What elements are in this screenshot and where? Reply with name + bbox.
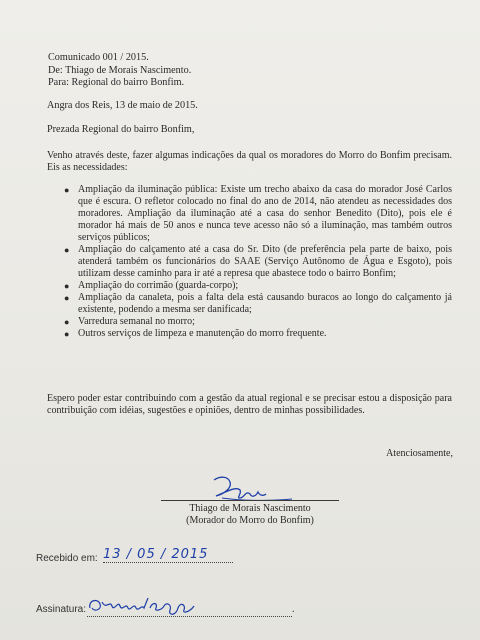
list-item: ● Ampliação do corrimão (guarda-corpo); bbox=[64, 280, 239, 291]
letter-header bbox=[48, 52, 191, 90]
receiver-signature bbox=[86, 592, 201, 618]
signer-name: Thiago de Morais Nascimento bbox=[189, 503, 311, 514]
letter-date: Angra dos Reis, 13 de maio de 2015. bbox=[47, 100, 198, 111]
list-item: ● Ampliação do calçamento até a casa do Sr. Dito (de preferência pela parte de baixo, pois atenderá também os funcionários do SAAE (Serviço Autônomo de Água e Esgoto), pois utilizam desse caminho para ir até a represa que abastece todo o bairro Bonfim; bbox=[64, 244, 452, 279]
list-item: ● Ampliação da canaleta, pois a falta dela está causando buracos ao longo do calçamento já existente, podendo a mesma ser danificada; bbox=[64, 292, 452, 315]
signer-role: (Morador do Morro do Bonfim) bbox=[186, 515, 314, 526]
list-item: ● Outros serviços de limpeza e manutenção do morro frequente. bbox=[64, 328, 327, 339]
signature-field bbox=[36, 604, 86, 615]
list-item: ● Varredura semanal no morro; bbox=[64, 316, 195, 327]
header-to: Para: Regional do bairro Bonfim. bbox=[48, 77, 185, 88]
header-from: De: Thiago de Morais Nascimento. bbox=[48, 64, 192, 76]
received-date: 13 / 05 / 2015 bbox=[103, 547, 233, 563]
bullet-icon: ● bbox=[64, 317, 70, 327]
bullet-icon: ● bbox=[64, 185, 70, 195]
needs-list bbox=[66, 184, 452, 340]
header-reference: Comunicado 001 / 2015. bbox=[48, 52, 149, 63]
bullet-icon: ● bbox=[64, 245, 70, 255]
signature-period: . bbox=[292, 604, 295, 615]
received-label: Recebido em: bbox=[36, 553, 98, 564]
bullet-icon: ● bbox=[64, 281, 70, 291]
signature-label: Assinatura: bbox=[36, 604, 87, 615]
intro-paragraph: Venho através deste, fazer algumas indicações da qual os moradores do Morro do Bonfim precisam. Eis as necessidades: bbox=[47, 150, 452, 173]
signer-block bbox=[160, 503, 340, 527]
bullet-icon: ● bbox=[64, 293, 70, 303]
received-field bbox=[36, 547, 209, 564]
greeting: Prezada Regional do bairro Bonfim, bbox=[47, 124, 195, 135]
list-item: ● Ampliação da iluminação pública: Existe um trecho abaixo da casa do morador José Carlos que é escura. O refletor colocado no final do ano de 2014, não atendeu as necessidades dos moradores. Ampliação da iluminação até a casa do senhor Benedito (Dito), pois ele é morador há mais de 50 anos e nunca teve acesso não só a iluminação, mas também outros serviços públicos; bbox=[64, 184, 452, 243]
closing-paragraph: Espero poder estar contribuindo com a gestão da atual regional e se precisar estou a disposição para contribuição com idéias, sugestões e opiniões, dentro de minhas possibilidades. bbox=[47, 393, 452, 416]
bullet-icon: ● bbox=[64, 329, 70, 339]
regards: Atenciosamente, bbox=[386, 448, 453, 459]
signature-line bbox=[161, 500, 339, 501]
